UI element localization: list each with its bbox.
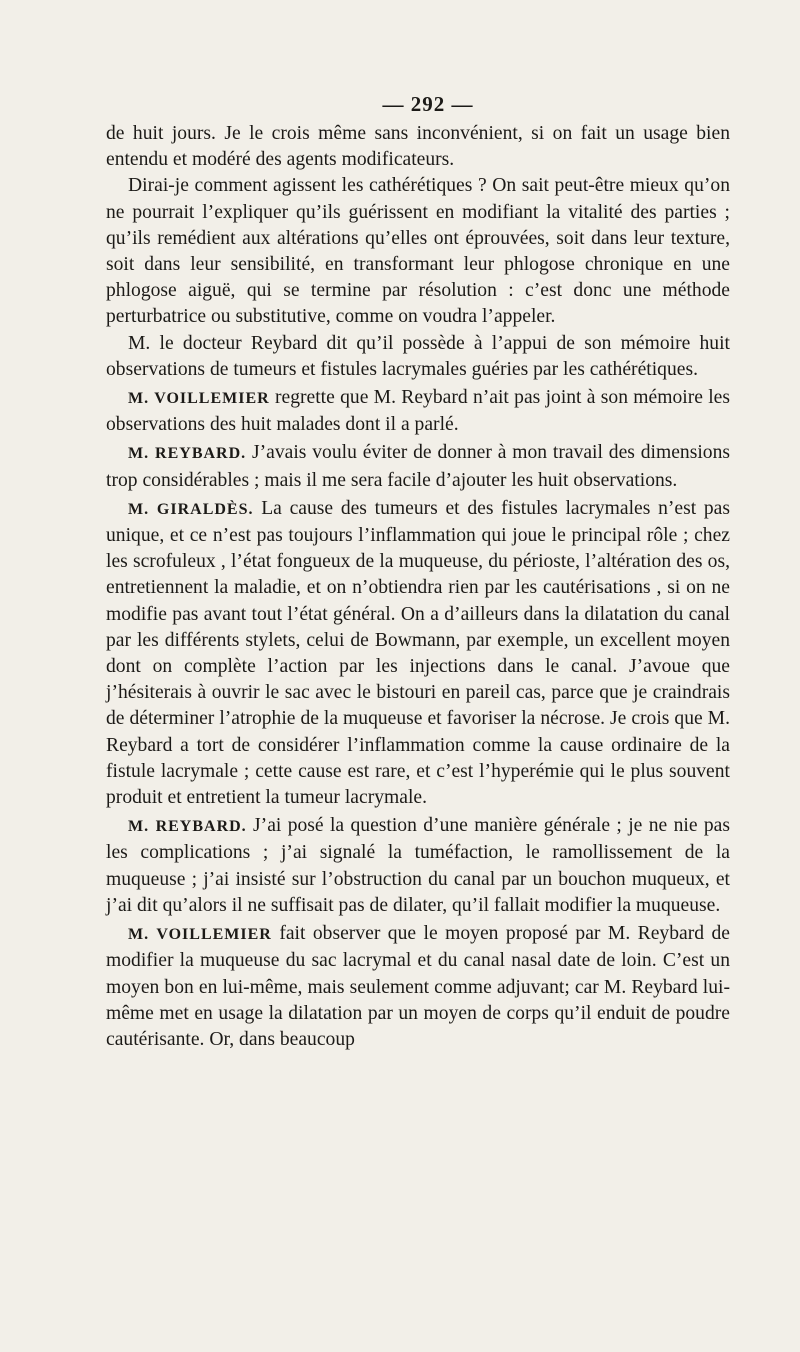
paragraph-text: regrette que M. Reybard n’ait pas joint à son mémoire les observations des huit malades dont il a parlé. <box>106 387 730 436</box>
speaker-name: M. VOILLEMIER <box>128 926 272 944</box>
paragraph <box>106 173 730 330</box>
paragraph <box>106 496 730 811</box>
paragraph <box>106 385 730 438</box>
speaker-name: M. REYBARD. <box>128 818 247 836</box>
paragraph-text: de huit jours. Je le crois même sans inconvénient, si on fait un usage bien entendu et modéré des agents modificateurs. <box>106 123 730 171</box>
speaker-name: M. VOILLEMIER <box>128 390 270 408</box>
paragraph-text: M. le docteur Reybard dit qu’il possède à l’appui de son mémoire huit observations de tumeurs et fistules lacrymales guéries par les cathérétiques. <box>106 332 730 380</box>
paragraph <box>106 921 730 1053</box>
paragraph <box>106 121 730 173</box>
paragraph <box>106 331 730 383</box>
paragraph <box>106 440 730 493</box>
paragraph-text: fait observer que le moyen proposé par M. Reybard de modifier la muqueuse du sac lacrymal et du canal nasal date de loin. C’est un moyen bon en lui-même, mais seulement comme adjuvant; car M. Reybard lui-même met en usage la dilatation par un moyen de corps qu’il enduit de poudre cautérisante. Or, dans beaucoup <box>106 923 730 1050</box>
paragraph-text: La cause des tumeurs et des fistules lacrymales n’est pas unique, et ce n’est pas toujours l’inflammation qui joue le principal rôle ; chez les scrofuleux , l’état fongueux de la muqueuse, du périoste, l’altération des os, entretiennent la maladie, et on n’obtiendra rien par les cautérisations , si on ne modifie pas avant tout l’état général. On a d’ailleurs dans la dilatation du canal par les différents stylets, celui de Bowmann, par exemple, un excellent moyen dont on complète l’action par les injections dans le canal. J’avoue que j’hésiterais à ouvrir le sac avec le bistouri en pareil cas, parce que je craindrais de déterminer l’atrophie de la muqueuse et favoriser la nécrose. Je crois que M. Reybard a tort de considérer l’inflammation comme la cause ordinaire de la fistule lacrymale ; cette cause est rare, et c’est l’hyperémie qui le plus souvent produit et entretient la tumeur lacrymale. <box>106 497 730 809</box>
paragraph-text: J’ai posé la question d’une manière générale ; je ne nie pas les complications ; j’ai signalé la tuméfaction, le ramollissement de la muqueuse ; j’ai insisté sur l’obstruction du canal par un bouchon muqueux, et j’ai dit qu’alors il ne suffisait pas de dilater, qu’il fallait modifier la muqueuse. <box>106 815 730 916</box>
paragraph-text: Dirai-je comment agissent les cathérétiques ? On sait peut-être mieux qu’on ne pourrait l’expliquer qu’ils guérissent en modifiant la vitalité des parties ; qu’ils remédient aux altérations qu’elles ont éprouvées, soit dans leur texture, soit dans leur sensibilité, en transformant leur phlogose chronique en une phlogose aiguë, qui se termine par résolution : c’est donc une méthode perturbatrice ou substitutive, comme on voudra l’appeler. <box>106 175 730 328</box>
paragraph-text: J’avais voulu éviter de donner à mon travail des dimensions trop considérables ; mais il me sera facile d’ajouter les huit observations. <box>106 442 730 491</box>
speaker-name: M. GIRALDÈS. <box>128 500 254 518</box>
speaker-name: M. REYBARD. <box>128 445 247 463</box>
body-text <box>106 121 730 1053</box>
page-number: — 292 — <box>382 92 474 116</box>
paragraph <box>106 813 730 919</box>
